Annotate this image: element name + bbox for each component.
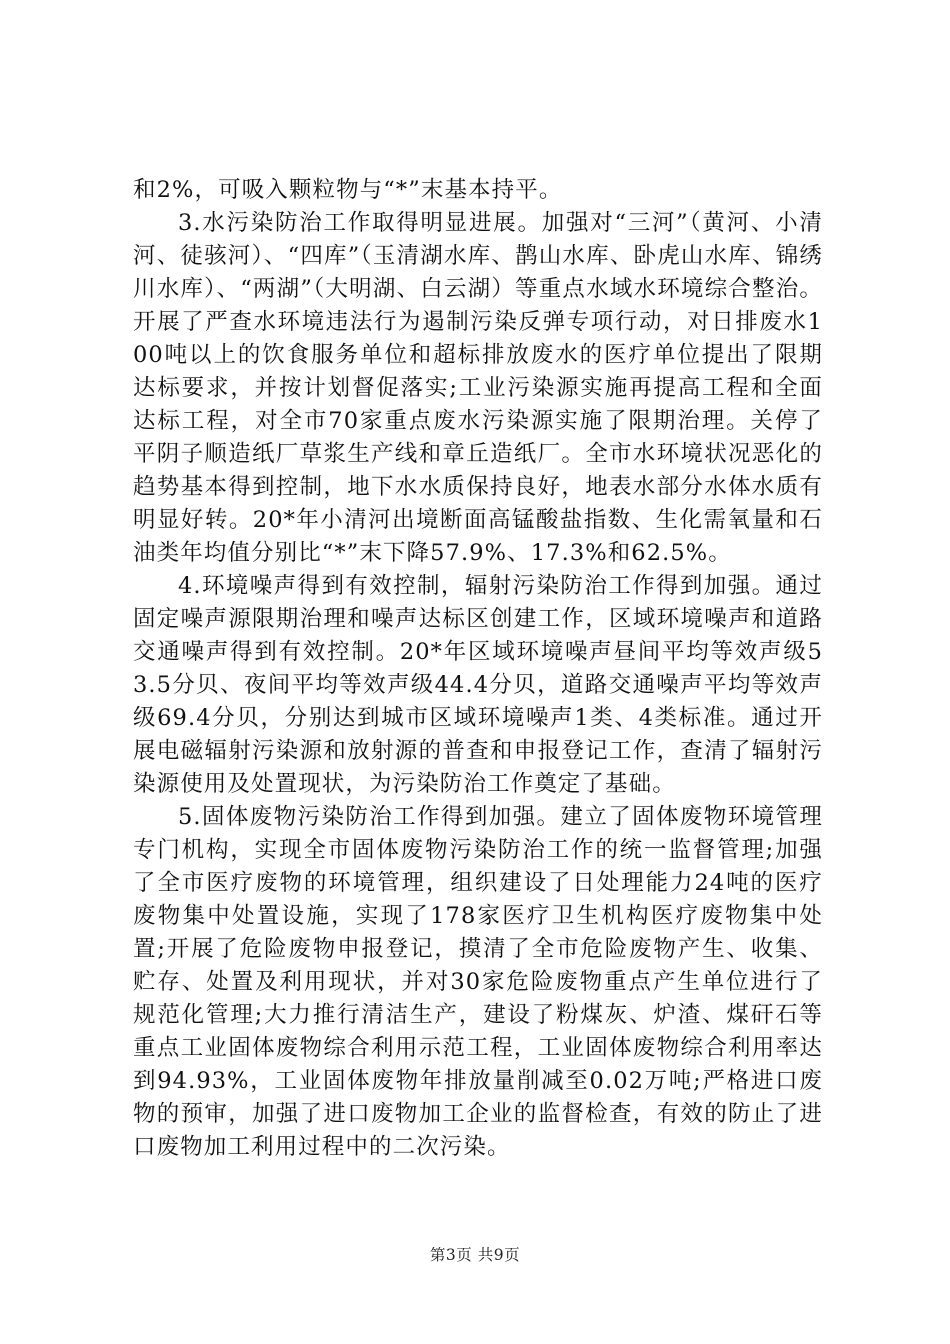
- paragraph-water-pollution: 3.水污染防治工作取得明显进展。加强对“三河”（黄河、小清河、徒骇河）、“四库”（玉清湖水库、鹊山水库、卧虎山水库、锦绣川水库）、“两湖”（大明湖、白云湖）等重点水域水环境综合整治。开展了严查水环境违法行为遏制污染反弹专项行动，对日排废水100吨以上的饮食服务单位和超标排放废水的医疗单位提出了限期达标要求，并按计划督促落实;工业污染源实施再提高工程和全面达标工程，对全市70家重点废水污染源实施了限期治理。关停了平阴子顺造纸厂草浆生产线和章丘造纸厂。全市水环境状况恶化的趋势基本得到控制，地下水水质保持良好，地表水部分水体水质有明显好转。20*年小清河出境断面高锰酸盐指数、生化需氧量和石油类年均值分别比“*”末下降57.9%、17.3%和62.5%。: [133, 210, 823, 566]
- page-number-footer: 第3页 共9页: [429, 1246, 521, 1264]
- paragraph-noise-radiation: 4.环境噪声得到有效控制，辐射污染防治工作得到加强。通过固定噪声源限期治理和噪声达标区创建工作，区域环境噪声和道路交通噪声得到有效控制。20*年区域环境噪声昼间平均等效声级53.5分贝、夜间平均等效声级44.4分贝，道路交通噪声平均等效声级69.4分贝，分别达到城市区域环境噪声1类、4类标准。通过开展电磁辐射污染源和放射源的普查和申报登记工作，查清了辐射污染源使用及处置现状，为污染防治工作奠定了基础。: [133, 573, 823, 797]
- paragraph-solid-waste: 5.固体废物污染防治工作得到加强。建立了固体废物环境管理专门机构，实现全市固体废物污染防治工作的统一监督管理;加强了全市医疗废物的环境管理，组织建设了日处理能力24吨的医疗废物集中处置设施，实现了178家医疗卫生机构医疗废物集中处置;开展了危险废物申报登记，摸清了全市危险废物产生、收集、贮存、处置及利用现状，并对30家危险废物重点产生单位进行了规范化管理;大力推行清洁生产，建设了粉煤灰、炉渣、煤矸石等重点工业固体废物综合利用示范工程，工业固体废物综合利用率达到94.93%，工业固体废物年排放量削减至0.02万吨;严格进口废物的预审，加强了进口废物加工企业的监督检查，有效的防止了进口废物加工利用过程中的二次污染。: [133, 804, 823, 1160]
- paragraph-continuation: 和2%，可吸入颗粒物与“*”末基本持平。: [133, 177, 563, 203]
- document-body: [133, 174, 823, 1164]
